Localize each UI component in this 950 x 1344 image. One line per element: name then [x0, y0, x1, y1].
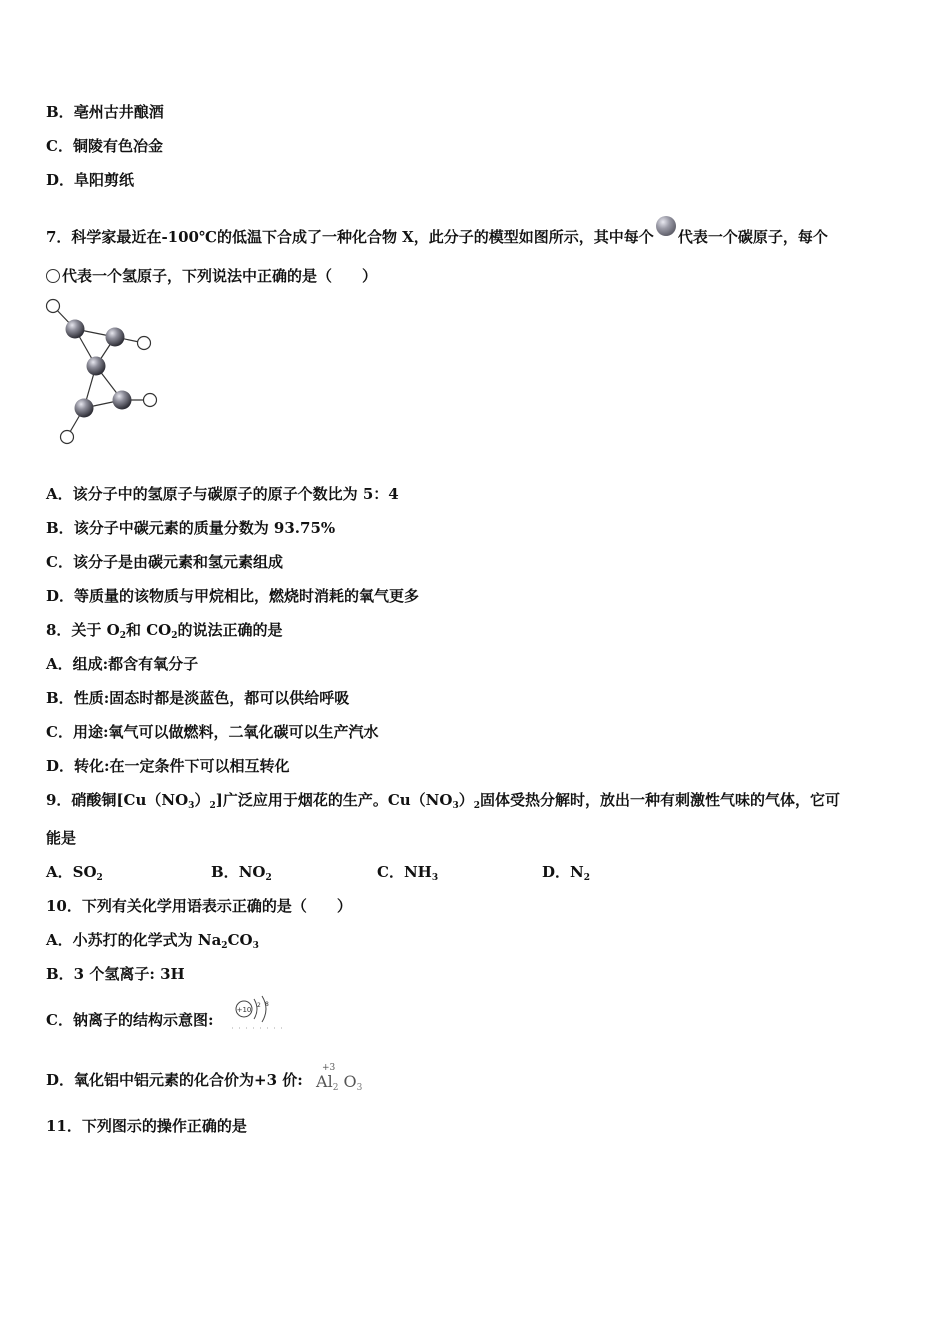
- subscript: 3: [252, 941, 259, 951]
- q8-stem-mid: 和 CO: [126, 621, 172, 639]
- q7-option-a: [46, 484, 399, 504]
- carbon-atom: [66, 320, 85, 339]
- subscript: 2: [96, 873, 103, 883]
- subscript: 3: [356, 1083, 363, 1093]
- option-label: B．: [46, 103, 74, 121]
- shell-1-electrons: 2: [257, 1002, 261, 1009]
- option-text: 组成:都含有氧分子: [72, 655, 199, 673]
- q6-option-d: [46, 170, 134, 190]
- subscript: 2: [171, 631, 178, 641]
- q10-option-d: [46, 1063, 363, 1093]
- option-text: B．3 个氢离子: 3H: [46, 965, 185, 983]
- option-text: CO: [227, 931, 253, 949]
- option-label: A．: [46, 863, 73, 881]
- subscript: 2: [583, 873, 590, 883]
- subscript: 2: [119, 631, 126, 641]
- subscript: 2: [221, 941, 228, 951]
- option-text: 该分子是由碳元素和氢元素组成: [72, 553, 283, 571]
- q7-stem-line2-text: 代表一个氢原子，下列说法中正确的是（ ）: [62, 267, 378, 285]
- option-label: D．: [46, 171, 75, 189]
- option-text: NO: [238, 863, 266, 881]
- subscript: 2: [209, 801, 216, 811]
- subscript: 3: [431, 873, 439, 883]
- option-label: C．: [46, 723, 73, 741]
- q10-option-c: [46, 1001, 269, 1030]
- hydrogen-atom: [138, 337, 151, 350]
- q9-text: 能是: [46, 829, 77, 847]
- option-label: A．: [46, 655, 73, 673]
- q7-stem-pre: 7．科学家最近在-100℃的低温下合成了一种化合物 X，此分子的模型如图所示，其中每个: [46, 228, 654, 246]
- molecule-model-figure: [40, 295, 170, 450]
- carbon-atom: [75, 399, 94, 418]
- q11-stem-text: 11．下列图示的操作正确的是: [46, 1117, 247, 1135]
- q10-stem-text: 10．下列有关化学用语表示正确的是（ ）: [46, 897, 352, 915]
- hydrogen-atom: [144, 394, 157, 407]
- option-text: C．钠离子的结构示意图:: [46, 1011, 214, 1029]
- option-text: N: [570, 863, 584, 881]
- hydrogen-atom: [61, 431, 74, 444]
- option-text: A．小苏打的化学式为 Na: [46, 931, 222, 949]
- q9-stem-line1: [46, 790, 840, 810]
- option-text: 亳州古井酿酒: [73, 103, 164, 121]
- q7-stem-line1: [46, 216, 828, 247]
- subscript: 3: [452, 801, 459, 811]
- option-text: 该分子中的氢原子与碳原子的原子个数比为 5：4: [72, 485, 399, 503]
- electron-shell-2: [262, 996, 266, 1022]
- aluminum-oxide-formula: [316, 1063, 363, 1093]
- q9-option-c: [377, 862, 438, 882]
- q9-text: ）: [194, 791, 210, 809]
- q9-text: ）: [458, 791, 474, 809]
- option-text: 阜阳剪纸: [74, 171, 135, 189]
- q9-text: 9．硝酸铜[Cu（NO: [46, 791, 189, 809]
- q8-stem: [46, 620, 283, 640]
- q7-stem-line2: [46, 266, 377, 286]
- q8-option-d: [46, 756, 290, 776]
- carbon-atom: [113, 391, 132, 410]
- q8-stem-pre: 8．关于 O: [46, 621, 120, 639]
- q9-option-d: [542, 862, 590, 882]
- option-label: C．: [46, 553, 73, 571]
- option-text: NH: [403, 863, 432, 881]
- subscript: 2: [265, 873, 272, 883]
- option-label: A．: [46, 485, 73, 503]
- hydrogen-atom-icon: [46, 269, 60, 283]
- subscript: 2: [473, 801, 480, 811]
- option-label: C．: [377, 863, 404, 881]
- q10-option-a: [46, 930, 259, 950]
- q9-option-a: [46, 862, 103, 882]
- carbon-atom: [87, 357, 106, 376]
- q9-text: ]广泛应用于烟花的生产。Cu（NO: [215, 791, 453, 809]
- nucleus-charge: +10: [236, 1006, 252, 1014]
- option-text: 性质:固态时都是淡蓝色，都可以供给呼吸: [73, 689, 350, 707]
- q8-option-b: [46, 688, 349, 708]
- option-text: 转化:在一定条件下可以相互转化: [74, 757, 290, 775]
- q9-stem-line2: [46, 828, 76, 848]
- q8-option-c: [46, 722, 379, 742]
- option-label: D．: [542, 863, 571, 881]
- q7-stem-post: 代表一个碳原子，每个: [677, 228, 828, 246]
- option-text: D．氧化铝中铝元素的化合价为+3 价:: [46, 1071, 303, 1089]
- q10-option-b: [46, 964, 185, 984]
- option-label: C．: [46, 137, 73, 155]
- option-text: 该分子中碳元素的质量分数为 93.75%: [73, 519, 336, 537]
- q6-option-c: [46, 136, 163, 156]
- subscript: 3: [188, 801, 195, 811]
- q7-option-d: [46, 586, 419, 606]
- option-text: SO: [72, 863, 97, 881]
- subscript: 2: [332, 1083, 339, 1093]
- q7-option-c: [46, 552, 283, 572]
- q8-option-a: [46, 654, 198, 674]
- q6-option-b: [46, 102, 164, 122]
- hydrogen-atom: [47, 300, 60, 313]
- q10-stem: [46, 896, 352, 916]
- option-text: 等质量的该物质与甲烷相比，燃烧时消耗的氧气更多: [74, 587, 420, 605]
- q11-stem: [46, 1116, 247, 1136]
- q9-option-b: [211, 862, 272, 882]
- carbon-atom: [106, 328, 125, 347]
- shell-2-electrons: 8: [265, 1001, 269, 1008]
- option-text: 铜陵有色冶金: [72, 137, 163, 155]
- element-o: O: [343, 1072, 357, 1091]
- q8-stem-post: 的说法正确的是: [177, 621, 283, 639]
- option-text: 用途:氧气可以做燃料，二氧化碳可以生产汽水: [72, 723, 379, 741]
- carbon-atom-icon: [656, 216, 676, 236]
- sodium-ion-diagram: [232, 994, 288, 1034]
- option-label: D．: [46, 757, 75, 775]
- option-label: B．: [46, 689, 74, 707]
- option-label: B．: [46, 519, 74, 537]
- valence-label: +3: [322, 1063, 336, 1073]
- q7-option-b: [46, 518, 335, 538]
- option-label: B．: [211, 863, 239, 881]
- option-label: D．: [46, 587, 75, 605]
- element-al: Al: [316, 1072, 333, 1091]
- q9-text: 固体受热分解时，放出一种有刺激性气味的气体，它可: [480, 791, 841, 809]
